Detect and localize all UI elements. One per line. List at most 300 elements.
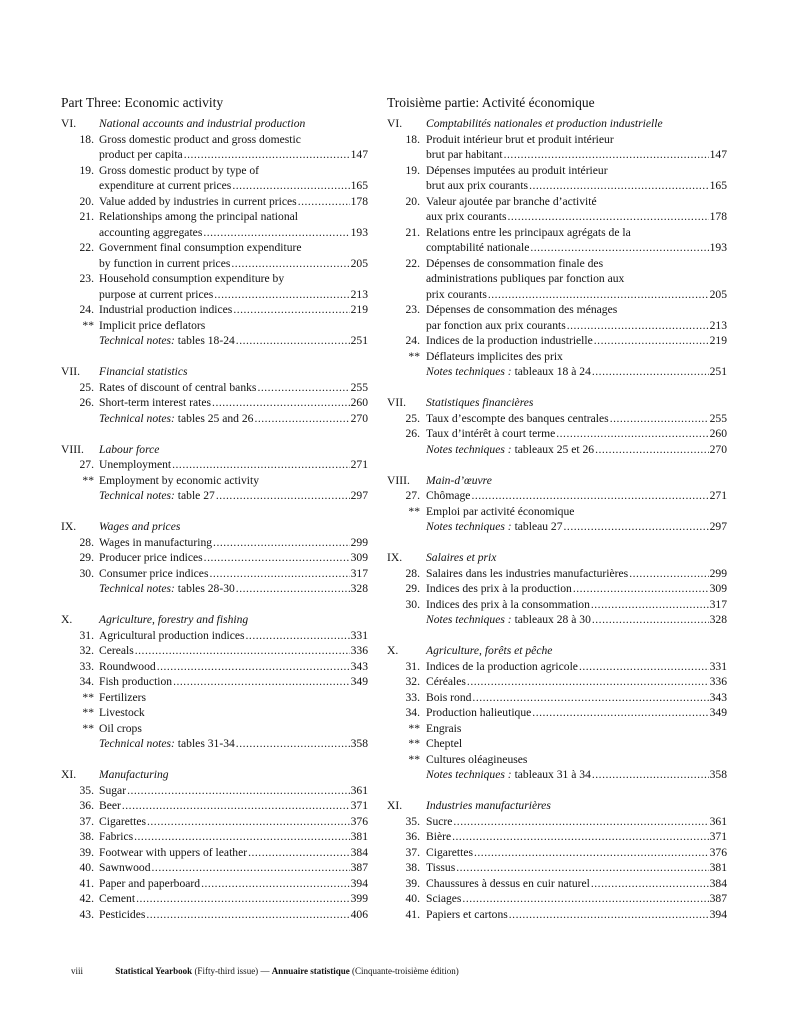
- section-heading: [387, 473, 727, 489]
- dot-leader: [214, 287, 349, 303]
- footer-dash: —: [260, 966, 272, 976]
- table-number: 42.: [79, 892, 94, 905]
- page-number: 219: [350, 303, 368, 316]
- page-number: 328: [709, 613, 727, 626]
- section-heading: [61, 612, 368, 628]
- page-number: 271: [709, 489, 727, 502]
- table-number: 21.: [405, 225, 420, 239]
- entry-text: [426, 256, 727, 272]
- table-number: 25.: [79, 380, 94, 394]
- section-heading: [61, 767, 368, 783]
- toc-entry: [387, 767, 727, 783]
- entry-label: aux prix courants: [426, 210, 507, 223]
- entry-text: [426, 364, 727, 380]
- entry-text: [426, 519, 727, 535]
- entry-label: Cigarettes: [99, 814, 147, 828]
- entry-label: Fish production: [99, 675, 173, 688]
- section-numeral: X.: [387, 644, 399, 657]
- entry-text: [426, 163, 727, 179]
- dot-leader: [467, 674, 709, 690]
- toc-entry: [387, 256, 727, 272]
- toc-entry: [387, 891, 727, 907]
- entry-text: [99, 488, 368, 504]
- entry-text: [99, 705, 368, 721]
- toc-entry: [61, 891, 368, 907]
- entry-label: Produit intérieur brut et produit intérieur: [426, 132, 614, 146]
- toc-entry: [61, 643, 368, 659]
- dot-leader: [474, 845, 709, 861]
- toc-section: [387, 643, 727, 783]
- dot-leader: [594, 333, 709, 349]
- toc-entry-continuation: [61, 147, 368, 163]
- toc-entry-continuation: [387, 240, 727, 256]
- section-title: Manufacturing: [99, 768, 169, 781]
- entry-label: tables 28-30: [177, 582, 235, 595]
- entry-label: Agricultural production indices: [99, 628, 245, 642]
- toc-entry: [61, 318, 368, 334]
- dot-leader: [232, 178, 349, 194]
- toc-entry-continuation: [387, 271, 727, 287]
- entry-text: [426, 907, 727, 923]
- dot-leader: [146, 907, 349, 923]
- entry-text: [426, 318, 727, 334]
- toc-entry: [387, 333, 727, 349]
- entry-label: purpose at current prices: [99, 287, 214, 301]
- page-number: 193: [350, 225, 368, 239]
- entry-text: [426, 147, 727, 163]
- toc-entry: [387, 860, 727, 876]
- toc-entry: [387, 364, 727, 380]
- section-numeral: X.: [61, 613, 73, 626]
- entry-label: tables 25 and 26: [177, 411, 254, 425]
- entry-text: [99, 891, 368, 907]
- table-number: 43.: [79, 907, 94, 921]
- entry-text: [99, 287, 368, 303]
- page-number: 343: [350, 659, 368, 673]
- table-number: 20.: [405, 194, 420, 208]
- toc-entry: [61, 209, 368, 225]
- entry-text: [426, 891, 727, 907]
- entry-text: [99, 690, 368, 706]
- entry-text: [426, 132, 727, 148]
- toc-entry-continuation: [387, 178, 727, 194]
- table-number: **: [82, 706, 94, 719]
- entry-label: Pesticides: [99, 907, 146, 921]
- part-title: Troisième partie: Activité économique: [387, 95, 595, 110]
- table-number: 27.: [405, 489, 420, 502]
- page-number: 331: [350, 628, 368, 642]
- entry-label: Relationships among the principal national: [99, 210, 298, 223]
- footer-en-issue: (Fifty-third issue): [194, 966, 259, 976]
- table-number: 35.: [79, 783, 94, 797]
- toc-entry-continuation: [61, 178, 368, 194]
- table-number: **: [408, 737, 420, 750]
- toc-entry: [61, 333, 368, 349]
- dot-leader: [579, 659, 709, 675]
- section-title-wrap: [99, 116, 368, 132]
- entry-label: Fabrics: [99, 830, 134, 843]
- page-number: 387: [350, 861, 368, 874]
- toc-section: [61, 519, 368, 597]
- entry-label: Sawnwood: [99, 861, 151, 874]
- entry-text: [99, 380, 368, 396]
- toc-entry: [387, 302, 727, 318]
- entry-text: [99, 798, 368, 814]
- page-number: 178: [709, 210, 727, 223]
- dot-leader: [136, 891, 350, 907]
- entry-label: Relations entre les principaux agrégats de la: [426, 225, 631, 239]
- dot-leader: [592, 364, 709, 380]
- table-number: 39.: [405, 876, 420, 890]
- entry-label: brut aux prix courants: [426, 179, 529, 192]
- dot-leader: [592, 612, 709, 628]
- toc-entry: [387, 349, 727, 365]
- table-number: 23.: [405, 303, 420, 316]
- toc-entry: [387, 442, 727, 458]
- table-number: 34.: [79, 675, 94, 688]
- entry-label: Sugar: [99, 783, 127, 797]
- toc-entry: [61, 163, 368, 179]
- page-number: 260: [350, 396, 368, 409]
- entry-text: [426, 690, 727, 706]
- page-number: 205: [709, 287, 727, 301]
- page-number: 213: [350, 287, 368, 301]
- table-number: 26.: [405, 427, 420, 440]
- dot-leader: [556, 426, 708, 442]
- toc-entry: [387, 194, 727, 210]
- entry-label: Beer: [99, 799, 121, 812]
- table-number: 20.: [79, 194, 94, 208]
- table-number: 23.: [79, 272, 94, 285]
- page-number: 271: [350, 458, 368, 471]
- page-number: 328: [350, 582, 368, 595]
- page-number: 260: [709, 427, 727, 440]
- toc-entry: [61, 659, 368, 675]
- page-number: 371: [709, 830, 727, 843]
- dot-leader: [592, 767, 709, 783]
- section-title-wrap: [426, 798, 727, 814]
- toc-entry: [61, 736, 368, 752]
- toc-entry: [61, 457, 368, 473]
- page-number: 371: [350, 799, 368, 812]
- entry-text: [99, 395, 368, 411]
- entry-label: Short-term interest rates: [99, 396, 212, 409]
- table-number: 32.: [79, 644, 94, 657]
- table-number: 40.: [79, 861, 94, 874]
- entry-label: Footwear with uppers of leather: [99, 845, 248, 859]
- page-number: 309: [350, 551, 368, 564]
- entry-label: Dépenses de consommation finale des: [426, 256, 604, 270]
- page-number: 381: [709, 861, 727, 874]
- entry-label: Chômage: [426, 489, 471, 502]
- toc-entry-continuation: [61, 225, 368, 241]
- page-number: 270: [709, 442, 727, 456]
- page-number: 255: [709, 411, 727, 425]
- entry-text: [99, 845, 368, 861]
- toc-entry-continuation: [387, 209, 727, 225]
- entry-text: [99, 240, 368, 256]
- page-number: 358: [350, 737, 368, 750]
- section-title: Agriculture, forestry and fishing: [99, 613, 249, 626]
- table-number: 24.: [79, 303, 94, 316]
- toc-entry: [61, 628, 368, 644]
- entry-label: par fonction aux prix courants: [426, 318, 566, 332]
- technical-notes-label: Notes techniques :: [426, 520, 512, 533]
- entry-text: [426, 349, 727, 365]
- entry-text: [99, 721, 368, 737]
- dot-leader: [204, 550, 350, 566]
- entry-text: [99, 147, 368, 163]
- dot-leader: [532, 705, 708, 721]
- section-heading: [387, 798, 727, 814]
- dot-leader: [172, 457, 349, 473]
- entry-label: Indices de la production agricole: [426, 659, 578, 673]
- entry-text: [99, 628, 368, 644]
- dot-leader: [257, 380, 349, 396]
- toc-entry: [61, 721, 368, 737]
- page-number: 361: [350, 783, 368, 797]
- entry-text: [99, 271, 368, 287]
- section-numeral: VII.: [61, 365, 80, 378]
- technical-notes-label: Notes techniques :: [426, 613, 512, 626]
- entry-text: [426, 287, 727, 303]
- section-numeral: VI.: [387, 117, 403, 130]
- entry-label: tableaux 28 à 30: [514, 613, 591, 626]
- entry-text: [426, 209, 727, 225]
- table-number: 21.: [79, 210, 94, 223]
- entry-label: Government final consumption expenditure: [99, 241, 302, 254]
- section-heading: [387, 395, 727, 411]
- entry-label: Salaires dans les industries manufacturières: [426, 566, 629, 580]
- dot-leader: [236, 736, 350, 752]
- toc-entry: [61, 380, 368, 396]
- entry-text: [426, 876, 727, 892]
- entry-text: [99, 163, 368, 179]
- entry-text: [99, 535, 368, 551]
- toc-sections: [387, 116, 727, 922]
- entry-text: [99, 581, 368, 597]
- dot-leader: [216, 488, 350, 504]
- table-number: 37.: [79, 814, 94, 828]
- page-number: 349: [709, 706, 727, 719]
- toc-section: [61, 116, 368, 349]
- entry-text: [99, 318, 368, 334]
- entry-label: Indices des prix à la consommation: [426, 597, 590, 611]
- toc-entry: [387, 814, 727, 830]
- part-title: Part Three: Economic activity: [61, 95, 224, 110]
- page-number: 387: [709, 892, 727, 905]
- page-number: viii: [71, 966, 84, 976]
- dot-leader: [629, 566, 708, 582]
- entry-text: [426, 829, 727, 845]
- toc-column-french: [387, 94, 727, 938]
- section-title: Statistiques financières: [426, 396, 534, 409]
- toc-entry: [387, 504, 727, 520]
- table-number: 36.: [79, 799, 94, 812]
- toc-sections: [61, 116, 368, 922]
- entry-label: tableaux 25 et 26: [514, 442, 595, 456]
- table-number: 22.: [79, 241, 94, 254]
- toc-entry: [61, 705, 368, 721]
- table-number: 24.: [405, 334, 420, 347]
- section-numeral: IX.: [61, 520, 77, 533]
- entry-label: by function in current prices: [99, 256, 231, 270]
- section-title-wrap: [426, 550, 727, 566]
- entry-label: Dépenses imputées au produit intérieur: [426, 163, 608, 177]
- toc-section: [387, 395, 727, 457]
- table-number: 36.: [405, 830, 420, 843]
- section-title-wrap: [99, 442, 368, 458]
- table-number: 33.: [79, 659, 94, 673]
- entry-text: [426, 178, 727, 194]
- section-title: Salaires et prix: [426, 551, 497, 564]
- page-number: 193: [709, 241, 727, 254]
- entry-label: Unemployment: [99, 458, 172, 471]
- entry-label: Producer price indices: [99, 551, 203, 564]
- entry-label: Cigarettes: [426, 845, 474, 859]
- page-number: 406: [350, 907, 368, 921]
- table-number: 18.: [405, 132, 420, 146]
- page-number: 255: [350, 380, 368, 394]
- entry-text: [99, 550, 368, 566]
- table-number: **: [408, 504, 420, 518]
- page-number: 165: [709, 179, 727, 192]
- table-number: 41.: [79, 876, 94, 890]
- table-number: 31.: [79, 628, 94, 642]
- toc-entry: [61, 876, 368, 892]
- entry-label: comptabilité nationale: [426, 241, 530, 254]
- section-heading: [387, 116, 727, 132]
- toc-entry: [387, 705, 727, 721]
- section-title-wrap: [426, 395, 727, 411]
- entry-text: [99, 194, 368, 210]
- technical-notes-label: Notes techniques :: [426, 442, 512, 456]
- section-title: Financial statistics: [99, 365, 188, 378]
- toc-entry: [387, 752, 727, 768]
- entry-label: Household consumption expenditure by: [99, 272, 285, 285]
- page-number: 299: [350, 535, 368, 549]
- dot-leader: [122, 798, 350, 814]
- toc-entry-continuation: [387, 318, 727, 334]
- entry-label: tables 31-34: [177, 737, 235, 750]
- toc-entry: [387, 907, 727, 923]
- entry-text: [99, 333, 368, 349]
- toc-entry: [387, 132, 727, 148]
- entry-label: brut par habitant: [426, 148, 503, 161]
- entry-text: [99, 225, 368, 241]
- toc-entry: [61, 674, 368, 690]
- page-number: 205: [350, 256, 368, 270]
- page-number: 349: [350, 675, 368, 688]
- section-title: Industries manufacturières: [426, 799, 551, 812]
- section-title: Agriculture, forêts et pêche: [426, 644, 553, 657]
- entry-label: Cereals: [99, 644, 134, 657]
- entry-label: prix courants: [426, 287, 487, 301]
- entry-label: Consumer price indices: [99, 566, 209, 580]
- toc-entry: [61, 473, 368, 489]
- toc-section: [387, 550, 727, 628]
- entry-text: [426, 240, 727, 256]
- footer-fr-issue: (Cinquante-troisième édition): [352, 966, 459, 976]
- table-number: 33.: [405, 690, 420, 704]
- section-title: National accounts and industrial production: [99, 117, 306, 130]
- entry-label: Industrial production indices: [99, 303, 233, 316]
- dot-leader: [135, 643, 350, 659]
- table-number: **: [408, 721, 420, 735]
- entry-text: [426, 581, 727, 597]
- entry-label: tables 18-24: [177, 334, 235, 347]
- toc-entry: [61, 132, 368, 148]
- dot-leader: [246, 628, 350, 644]
- toc-section: [387, 116, 727, 380]
- entry-label: Rates of discount of central banks: [99, 380, 257, 394]
- entry-text: [99, 907, 368, 923]
- page-number: 331: [709, 659, 727, 673]
- entry-label: administrations publiques par fonction aux: [426, 272, 625, 285]
- entry-text: [99, 256, 368, 272]
- entry-label: Sciages: [426, 892, 462, 905]
- dot-leader: [212, 395, 350, 411]
- page-number: 165: [350, 179, 368, 192]
- toc-entry: [387, 612, 727, 628]
- table-number: 29.: [405, 582, 420, 595]
- table-number: 40.: [405, 892, 420, 905]
- page-number: 381: [350, 830, 368, 843]
- table-number: 34.: [405, 706, 420, 719]
- dot-leader: [147, 814, 350, 830]
- entry-text: [99, 829, 368, 845]
- dot-leader: [201, 876, 350, 892]
- entry-text: [99, 566, 368, 582]
- entry-text: [426, 442, 727, 458]
- table-number: **: [82, 690, 94, 704]
- entry-label: tableau 27: [514, 520, 563, 533]
- table-number: 19.: [405, 163, 420, 177]
- table-number: 30.: [79, 566, 94, 580]
- entry-text: [99, 674, 368, 690]
- dot-leader: [529, 178, 709, 194]
- toc-entry: [61, 194, 368, 210]
- dot-leader: [233, 302, 349, 318]
- toc-entry: [387, 519, 727, 535]
- toc-section: [61, 612, 368, 752]
- toc-entry: [387, 597, 727, 613]
- technical-notes-label: Technical notes:: [99, 411, 175, 425]
- toc-entry: [61, 783, 368, 799]
- entry-label: tableaux 31 à 34: [514, 768, 591, 781]
- toc-entry: [387, 829, 727, 845]
- table-number: 29.: [79, 551, 94, 564]
- dot-leader: [157, 659, 350, 675]
- entry-label: Chaussures à dessus en cuir naturel: [426, 876, 590, 890]
- entry-text: [426, 767, 727, 783]
- section-title: Labour force: [99, 442, 160, 456]
- toc-entry: [61, 550, 368, 566]
- entry-label: Employment by economic activity: [99, 473, 260, 487]
- toc-column-english: [61, 94, 368, 938]
- toc-section: [61, 767, 368, 922]
- dot-leader: [595, 442, 709, 458]
- entry-label: Céréales: [426, 675, 466, 688]
- toc-entry: [61, 395, 368, 411]
- dot-leader: [567, 318, 709, 334]
- entry-text: [99, 876, 368, 892]
- section-numeral: XI.: [61, 768, 77, 781]
- entry-text: [426, 504, 727, 520]
- section-title-wrap: [99, 364, 368, 380]
- entry-label: Déflateurs implicites des prix: [426, 349, 563, 363]
- table-number: 31.: [405, 659, 420, 673]
